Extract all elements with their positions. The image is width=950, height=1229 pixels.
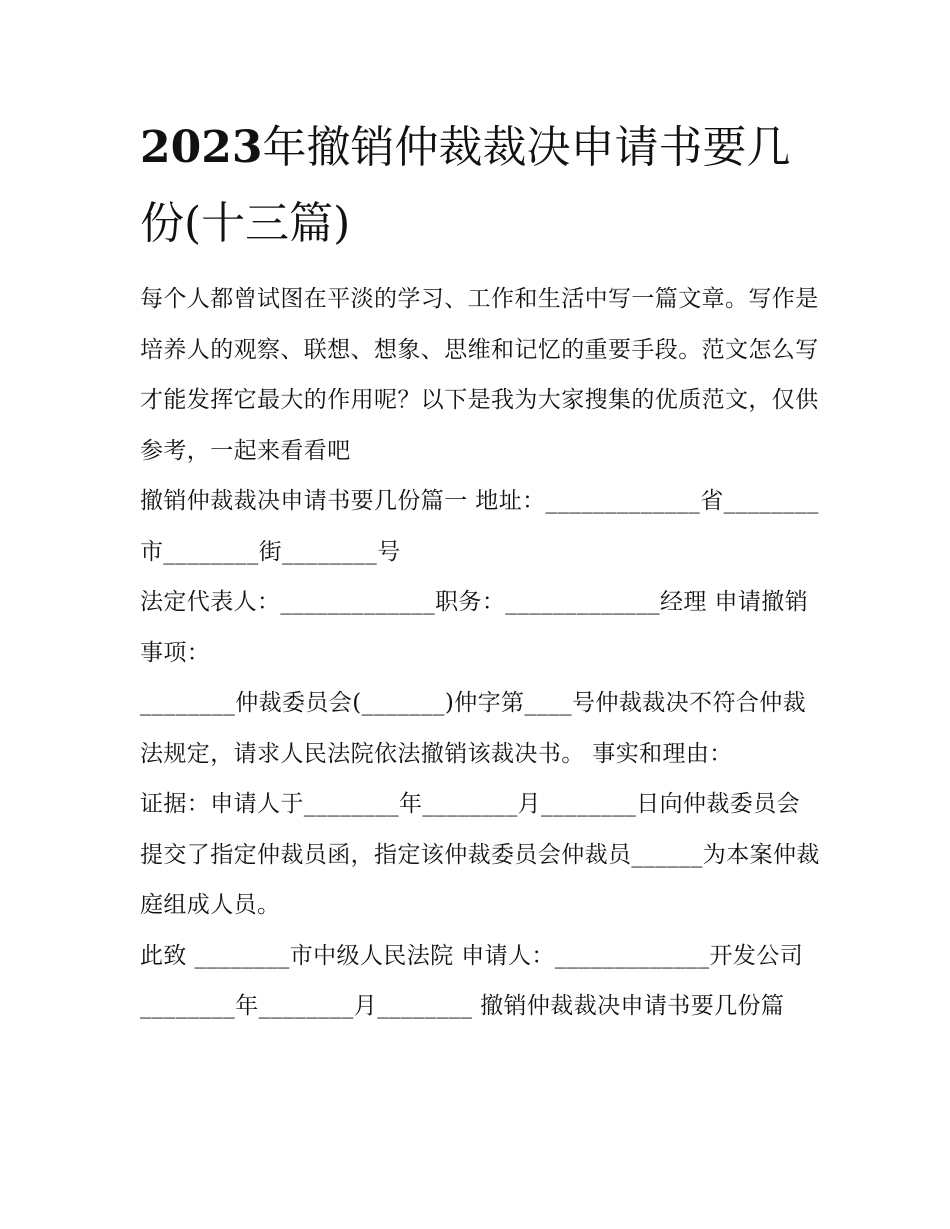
document-page [140,110,820,1032]
title-year: 2023 [140,122,263,173]
intro-paragraph: 每个人都曾试图在平淡的学习、工作和生活中写一篇文章。写作是培养人的观察、联想、想象、思维和记忆的重要手段。范文怎么写才能发挥它最大的作用呢？以下是我为大家搜集的优质范文，仅供参考，一起来看看吧 [140,286,819,464]
document-title [140,110,820,262]
legal-representative-paragraph: 法定代表人：_____________职务：_____________经理 申请撤销事项： [140,589,809,666]
address-paragraph: 撤销仲裁裁决申请书要几份篇一 地址：_____________省________市________街________号 [140,488,819,565]
arbitration-matter-paragraph: ________仲裁委员会(_______)仲字第____号仲裁裁决不符合仲裁法规定，请求人民法院依法撤销该裁决书。 事实和理由： [140,690,807,767]
evidence-paragraph: 证据：申请人于________年________月________日向仲裁委员会提交了指定仲裁员函，指定该仲裁委员会仲裁员______为本案仲裁庭组成人员。 [140,791,820,918]
title-text: 年撤销仲裁裁决申请书要几份(十三篇) [140,122,791,249]
salutation-paragraph: 此致 ________市中级人民法院 申请人：_____________开发公司 [140,942,804,969]
date-paragraph: ________年________月________ 撤销仲裁裁决申请书要几份篇 [140,993,785,1019]
